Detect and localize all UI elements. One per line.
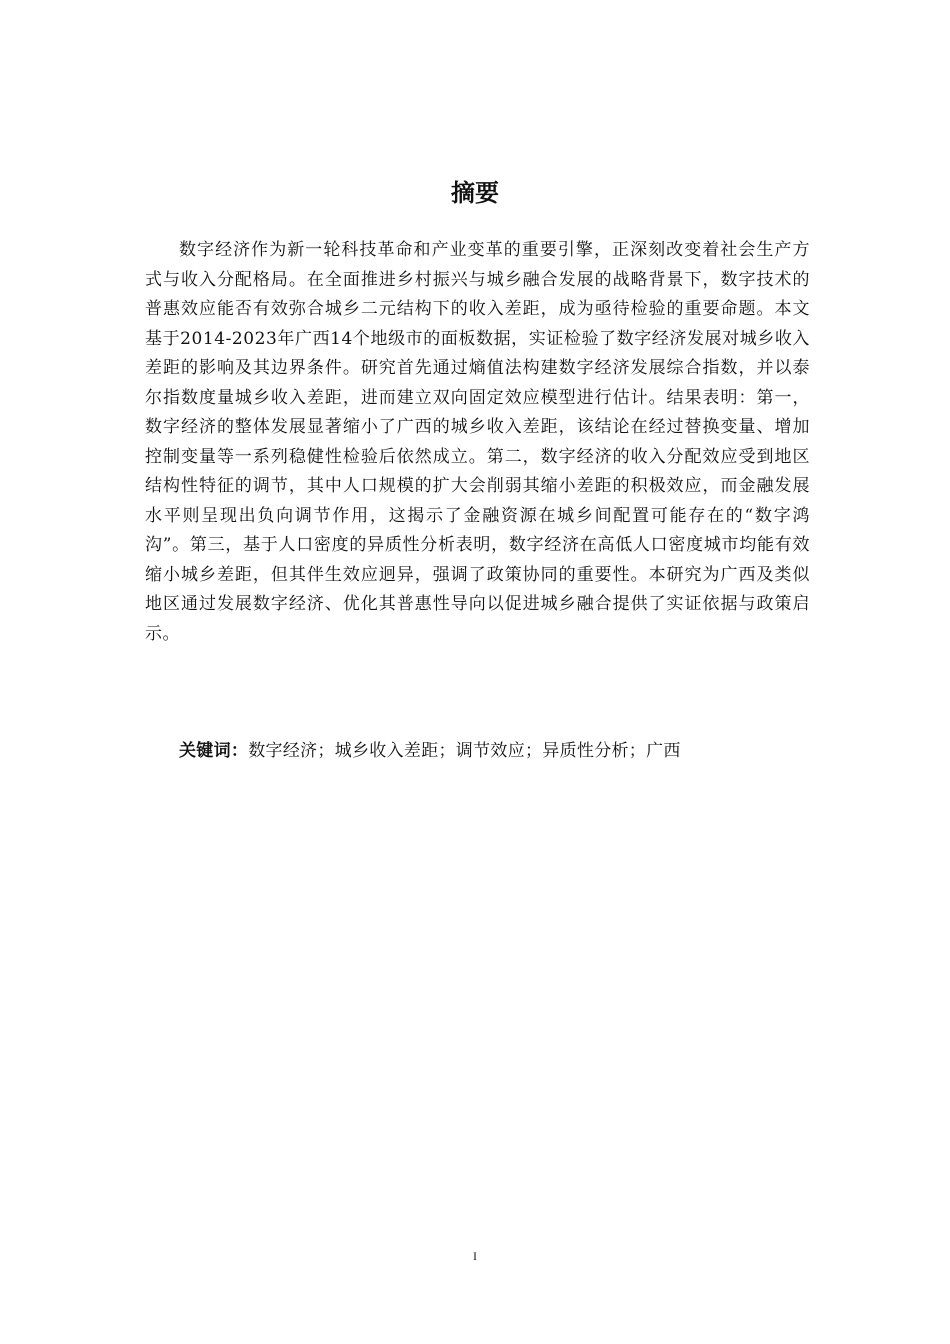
keywords-label: 关键词：	[179, 741, 249, 761]
abstract-title: 摘要	[451, 179, 499, 207]
keywords-line	[179, 737, 819, 766]
page-number: I	[473, 1249, 477, 1263]
keywords-values: 数字经济；城乡收入差距；调节效应；异质性分析；广西	[248, 741, 681, 761]
abstract-body: 数字经济作为新一轮科技革命和产业变革的重要引擎，正深刻改变着社会生产方式与收入分配格局。在全面推进乡村振兴与城乡融合发展的战略背景下，数字技术的普惠效应能否有效弥合城乡二元结构下的收入差距，成为亟待检验的重要命题。本文基于2014-2023年广西14个地级市的面板数据，实证检验了数字经济发展对城乡收入差距的影响及其边界条件。研究首先通过熵值法构建数字经济发展综合指数，并以泰尔指数度量城乡收入差距，进而建立双向固定效应模型进行估计。结果表明：第一，数字经济的整体发展显著缩小了广西的城乡收入差距，该结论在经过替换变量、增加控制变量等一系列稳健性检验后依然成立。第二，数字经济的收入分配效应受到地区结构性特征的调节，其中人口规模的扩大会削弱其缩小差距的积极效应，而金融发展水平则呈现出负向调节作用，这揭示了金融资源在城乡间配置可能存在的“数字鸿沟”。第三，基于人口密度的异质性分析表明，数字经济在高低人口密度城市均能有效缩小城乡差距，但其伴生效应迥异，强调了政策协同的重要性。本研究为广西及类似地区通过发展数字经济、优化其普惠性导向以促进城乡融合提供了实证依据与政策启示。	[145, 240, 810, 644]
